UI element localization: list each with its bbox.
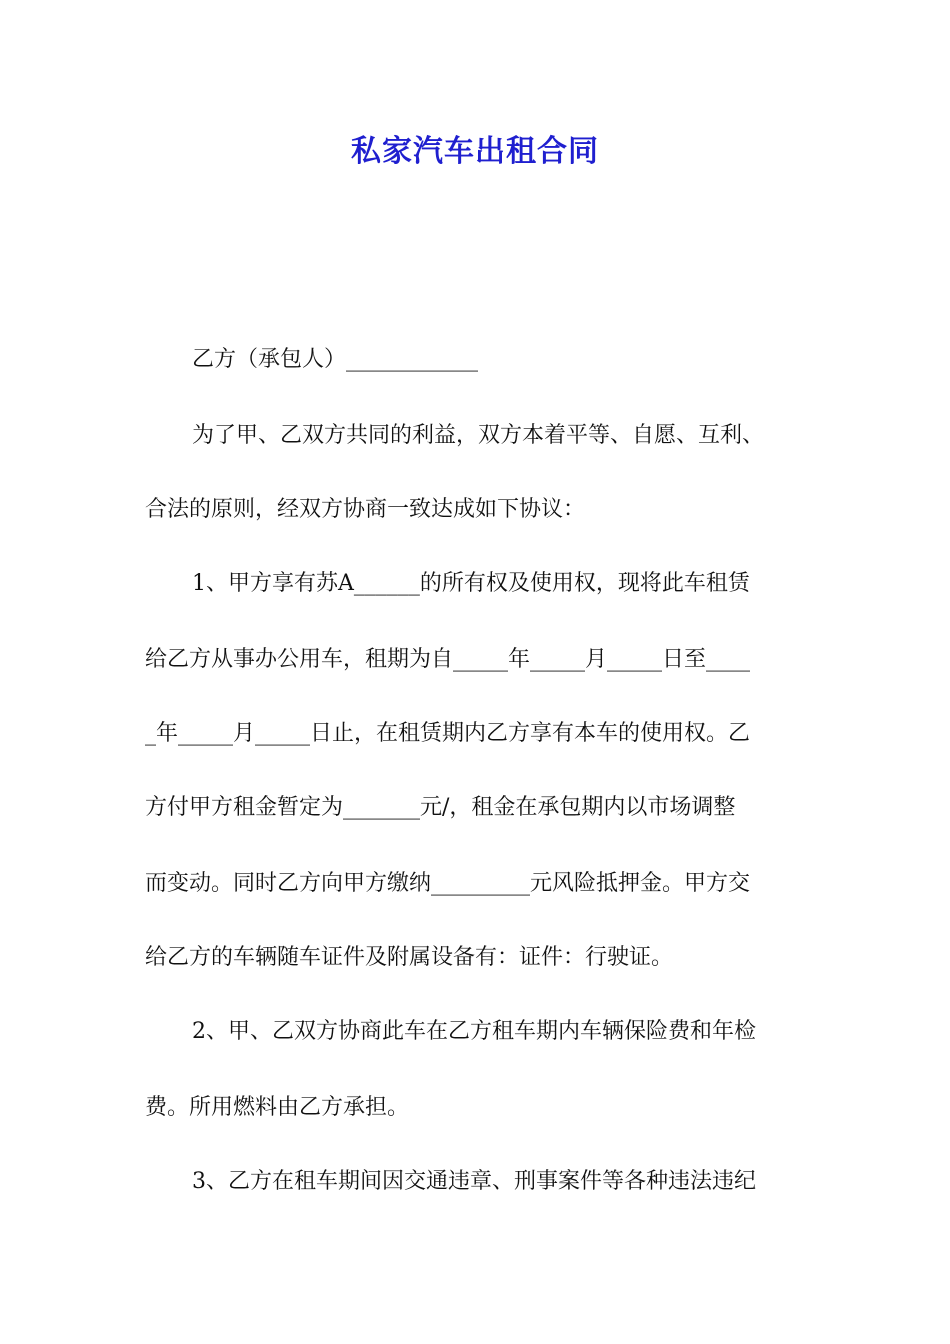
paragraph-line: 为了甲、乙双方共同的利益，双方本着平等、自愿、互利、 (192, 423, 765, 448)
clause-1-line: 而变动。同时乙方向甲方缴纳_________元风险抵押金。甲方交 (145, 871, 751, 896)
clause-2-line: 费。所用燃料由乙方承担。 (145, 1095, 410, 1120)
clause-3-line: 3、乙方在租车期间因交通违章、刑事案件等各种违法违纪 (192, 1169, 756, 1194)
clause-1-line: 方付甲方租金暂定为_______元/，租金在承包期内以市场调整 (145, 795, 736, 820)
clause-1-line: 1、甲方享有苏A______的所有权及使用权，现将此车租赁 (192, 571, 750, 596)
paragraph-line: 合法的原则，经双方协商一致达成如下协议： (145, 497, 586, 522)
clause-1-line: _年_____月_____日止，在租赁期内乙方享有本车的使用权。乙 (145, 721, 751, 746)
clause-2-line: 2、甲、乙双方协商此车在乙方租车期内车辆保险费和年检 (192, 1019, 756, 1044)
party-b-line: 乙方（承包人）____________ (192, 347, 479, 372)
clause-1-line: 给乙方的车辆随车证件及附属设备有：证件：行驶证。 (145, 945, 674, 970)
clause-1-line: 给乙方从事办公用车，租期为自_____年_____月_____日至____ (145, 647, 751, 672)
document-title: 私家汽车出租合同 (351, 134, 599, 169)
